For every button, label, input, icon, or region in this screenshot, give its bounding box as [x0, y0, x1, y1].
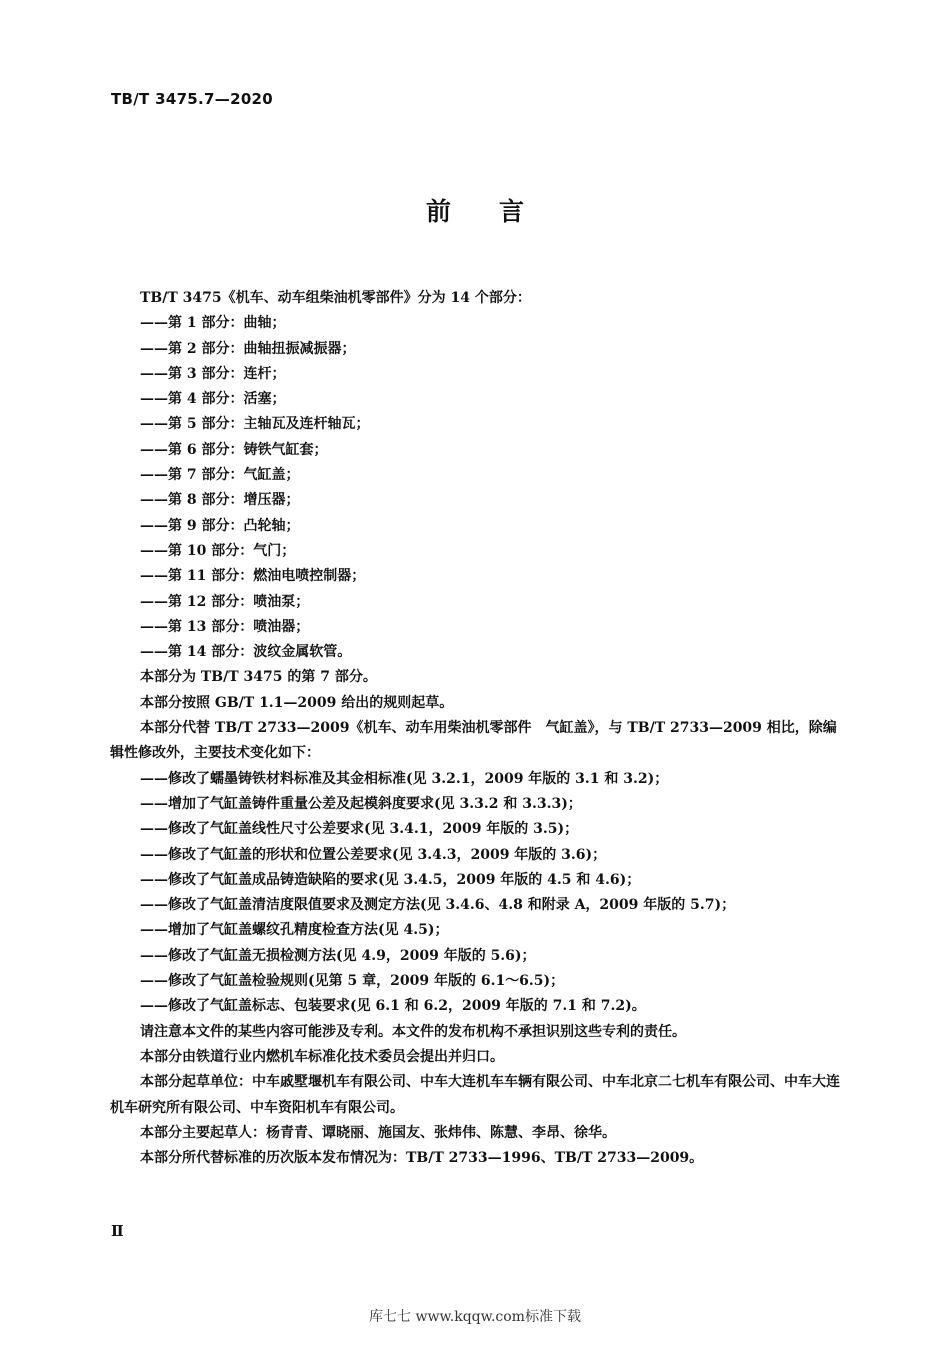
part-list-item: ——第 13 部分：喷油器；	[140, 618, 310, 635]
part-list-item: ——第 9 部分：凸轮轴；	[140, 517, 300, 534]
rules-paragraph: 本部分按照 GB/T 1.1—2009 给出的规则起草。	[140, 694, 454, 711]
drafters-paragraph: 本部分主要起草人：杨青青、谭晓丽、施国友、张炜伟、陈慧、李昂、徐华。	[140, 1124, 616, 1141]
change-list-item: ——修改了气缸盖成品铸造缺陷的要求(见 3.4.5，2009 年版的 4.5 和 4.6)；	[140, 871, 641, 888]
part-list-item: ——第 12 部分：喷油泵；	[140, 593, 310, 610]
part-list-item: ——第 3 部分：连杆；	[140, 365, 286, 382]
part-list-item: ——第 2 部分：曲轴扭振减振器；	[140, 340, 356, 357]
part-list-item: ——第 11 部分：燃油电喷控制器；	[140, 568, 366, 585]
change-list-item: ——修改了气缸盖检验规则(见第 5 章，2009 年版的 6.1～6.5)；	[140, 973, 565, 990]
part-list-item: ——第 6 部分：铸铁气缸套；	[140, 441, 328, 458]
change-list-item: ——增加了气缸盖螺纹孔精度检查方法(见 4.5)；	[140, 922, 449, 939]
foreword-body	[110, 286, 850, 1171]
footer-watermark: 库七七 www.kqqw.com标准下载	[369, 1309, 581, 1325]
change-list-item: ——修改了气缸盖无损检测方法(见 4.9，2009 年版的 5.6)；	[140, 947, 536, 964]
change-list-item: ——修改了蠕墨铸铁材料标准及其金相标准(见 3.2.1，2009 年版的 3.1 和 3.2)；	[140, 770, 669, 787]
drafting-units-paragraph: 本部分起草单位：中车戚墅堰机车有限公司、中车大连机车车辆有限公司、中车北京二七机车有限公司、中车大连机车研究所有限公司、中车资阳机车有限公司。	[110, 1074, 840, 1116]
change-list-item: ——修改了气缸盖标志、包装要求(见 6.1 和 6.2，2009 年版的 7.1 和 7.2)。	[140, 998, 646, 1015]
change-list-item: ——修改了气缸盖的形状和位置公差要求(见 3.4.3，2009 年版的 3.6)；	[140, 846, 607, 863]
part-list-item: ——第 5 部分：主轴瓦及连杆轴瓦；	[140, 416, 370, 433]
part-list-item: ——第 14 部分：波纹金属软管。	[140, 644, 352, 661]
change-list-item: ——修改了气缸盖线性尺寸公差要求(见 3.4.1，2009 年版的 3.5)；	[140, 821, 579, 838]
part-of-paragraph: 本部分为 TB/T 3475 的第 7 部分。	[140, 669, 377, 686]
history-paragraph: 本部分所代替标准的历次版本发布情况为：TB/T 2733—1996、TB/T 2733—2009。	[140, 1150, 704, 1167]
page-title: 前言	[425, 197, 572, 226]
patent-paragraph: 请注意本文件的某些内容可能涉及专利。本文件的发布机构不承担识别这些专利的责任。	[140, 1023, 686, 1040]
change-list-item: ——修改了气缸盖清洁度限值要求及测定方法(见 3.4.6、4.8 和附录 A，2009 年版的 5.7)；	[140, 897, 736, 914]
proposed-paragraph: 本部分由铁道行业内燃机车标准化技术委员会提出并归口。	[140, 1048, 504, 1065]
intro-paragraph: TB/T 3475《机车、动车组柴油机零部件》分为 14 个部分：	[140, 290, 531, 306]
replaces-paragraph: 本部分代替 TB/T 2733—2009《机车、动车用柴油机零部件 气缸盖》，与 TB/T 2733—2009 相比，除编辑性修改外，主要技术变化如下：	[110, 720, 837, 762]
part-list-item: ——第 8 部分：增压器；	[140, 492, 300, 509]
change-list-item: ——增加了气缸盖铸件重量公差及起模斜度要求(见 3.3.2 和 3.3.3)；	[140, 795, 582, 812]
part-list-item: ——第 4 部分：活塞；	[140, 391, 286, 408]
page-number: Ⅱ	[111, 1222, 124, 1240]
part-list-item: ——第 1 部分：曲轴；	[140, 315, 286, 332]
standard-code: TB/T 3475.7—2020	[111, 90, 274, 108]
part-list-item: ——第 7 部分：气缸盖；	[140, 467, 300, 484]
part-list-item: ——第 10 部分：气门；	[140, 542, 296, 559]
